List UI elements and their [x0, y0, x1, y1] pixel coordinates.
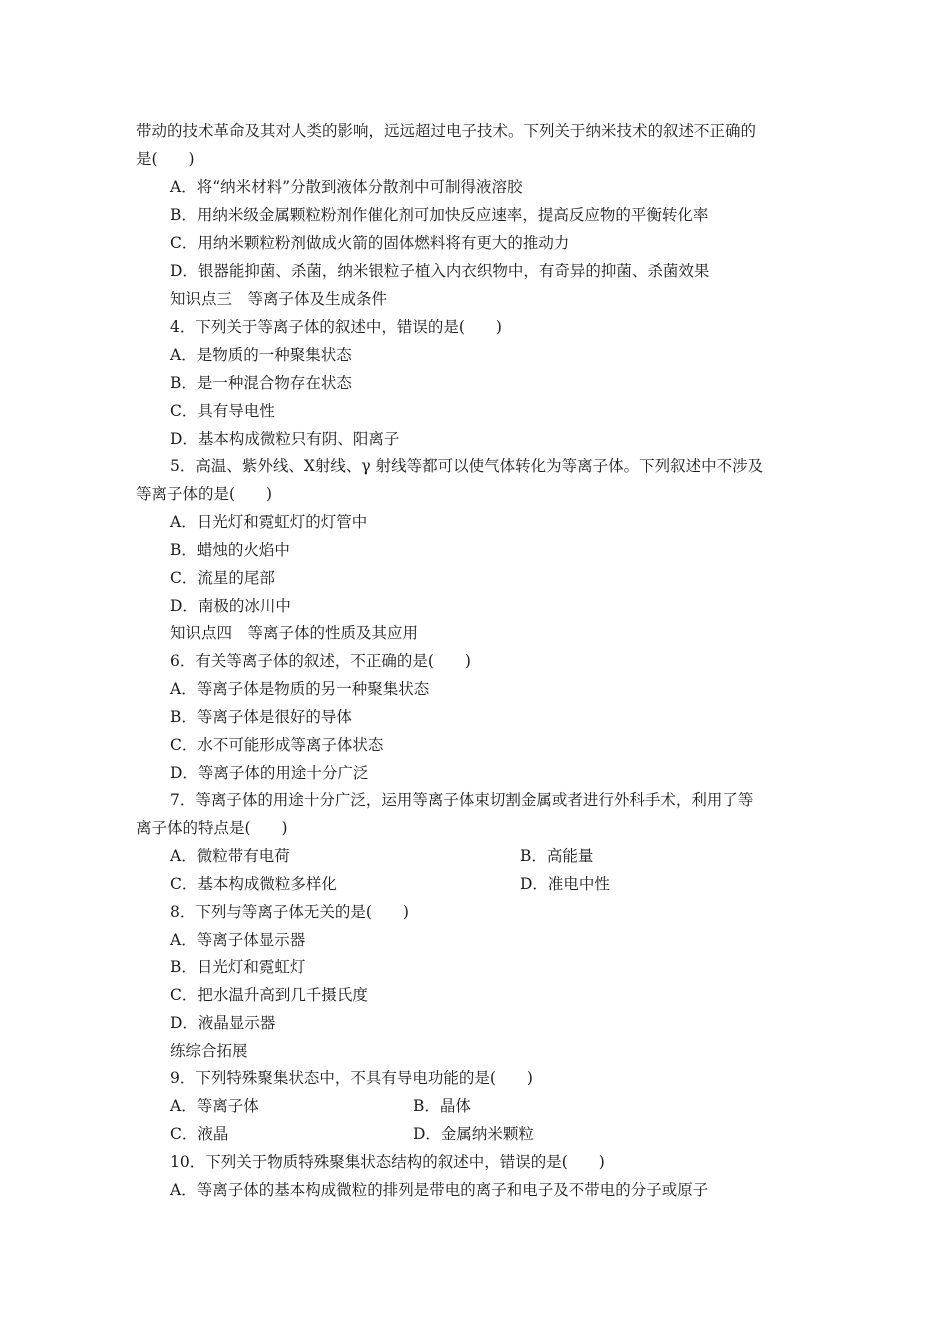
option-line: C．把水温升高到几千摄氏度 [170, 986, 368, 1004]
option-line: B．晶体 [413, 1097, 471, 1115]
option-line: A．是物质的一种聚集状态 [170, 346, 352, 364]
option-line: B．高能量 [520, 847, 594, 865]
question-8: 8．下列与等离子体无关的是( ) [170, 903, 409, 921]
option-line: A．等离子体的基本构成微粒的排列是带电的离子和电子及不带电的分子或原子 [170, 1181, 709, 1199]
option-line: A．等离子体是物质的另一种聚集状态 [170, 680, 430, 698]
question-5: 5．高温、紫外线、X射线、γ 射线等都可以使气体转化为等离子体。下列叙述中不涉及 [170, 457, 764, 475]
option-line: A．等离子体 [170, 1097, 259, 1115]
option-line: C．基本构成微粒多样化 [170, 875, 337, 893]
section-heading: 知识点四 等离子体的性质及其应用 [170, 624, 419, 642]
text-line: 带动的技术革命及其对人类的影响，远远超过电子技术。下列关于纳米技术的叙述不正确的 [136, 122, 757, 140]
section-heading: 知识点三 等离子体及生成条件 [170, 290, 388, 308]
question-7: 7．等离子体的用途十分广泛，运用等离子体束切割金属或者进行外科手术，利用了等 [170, 791, 754, 809]
question-9: 9．下列特殊聚集状态中，不具有导电功能的是( ) [170, 1069, 533, 1087]
text-line: 是( ) [136, 150, 195, 168]
option-line: D．等离子体的用途十分广泛 [170, 764, 369, 782]
question-6: 6．有关等离子体的叙述，不正确的是( ) [170, 652, 471, 670]
option-line: D．液晶显示器 [170, 1014, 276, 1032]
option-line: A．将“纳米材料”分散到液体分散剂中可制得液溶胶 [170, 178, 523, 196]
question-10: 10．下列关于物质特殊聚集状态结构的叙述中，错误的是( ) [170, 1153, 605, 1171]
option-line: C．具有导电性 [170, 402, 275, 420]
question-4: 4．下列关于等离子体的叙述中，错误的是( ) [170, 318, 502, 336]
option-line: A．等离子体显示器 [170, 931, 306, 949]
option-line: D．准电中性 [520, 875, 610, 893]
option-line: B．蜡烛的火焰中 [170, 541, 290, 559]
option-line: B．等离子体是很好的导体 [170, 708, 352, 726]
option-line: C．水不可能形成等离子体状态 [170, 736, 384, 754]
option-line: D．基本构成微粒只有阴、阳离子 [170, 430, 400, 448]
section-heading: 练综合拓展 [170, 1042, 248, 1060]
option-line: B．用纳米级金属颗粒粉剂作催化剂可加快反应速率，提高反应物的平衡转化率 [170, 206, 709, 224]
option-line: A．微粒带有电荷 [170, 847, 290, 865]
text-line: 等离子体的是( ) [136, 485, 273, 503]
option-line: B．是一种混合物存在状态 [170, 374, 352, 392]
option-line: D．南极的冰川中 [170, 597, 291, 615]
text-line: 离子体的特点是( ) [136, 819, 288, 837]
option-line: D．金属纳米颗粒 [413, 1125, 534, 1143]
option-line: C．液晶 [170, 1125, 229, 1143]
option-line: B．日光灯和霓虹灯 [170, 958, 306, 976]
option-line: A．日光灯和霓虹灯的灯管中 [170, 513, 368, 531]
option-line: D．银器能抑菌、杀菌，纳米银粒子植入内衣织物中，有奇异的抑菌、杀菌效果 [170, 262, 710, 280]
option-line: C．用纳米颗粒粉剂做成火箭的固体燃料将有更大的推动力 [170, 234, 570, 252]
option-line: C．流星的尾部 [170, 569, 275, 587]
